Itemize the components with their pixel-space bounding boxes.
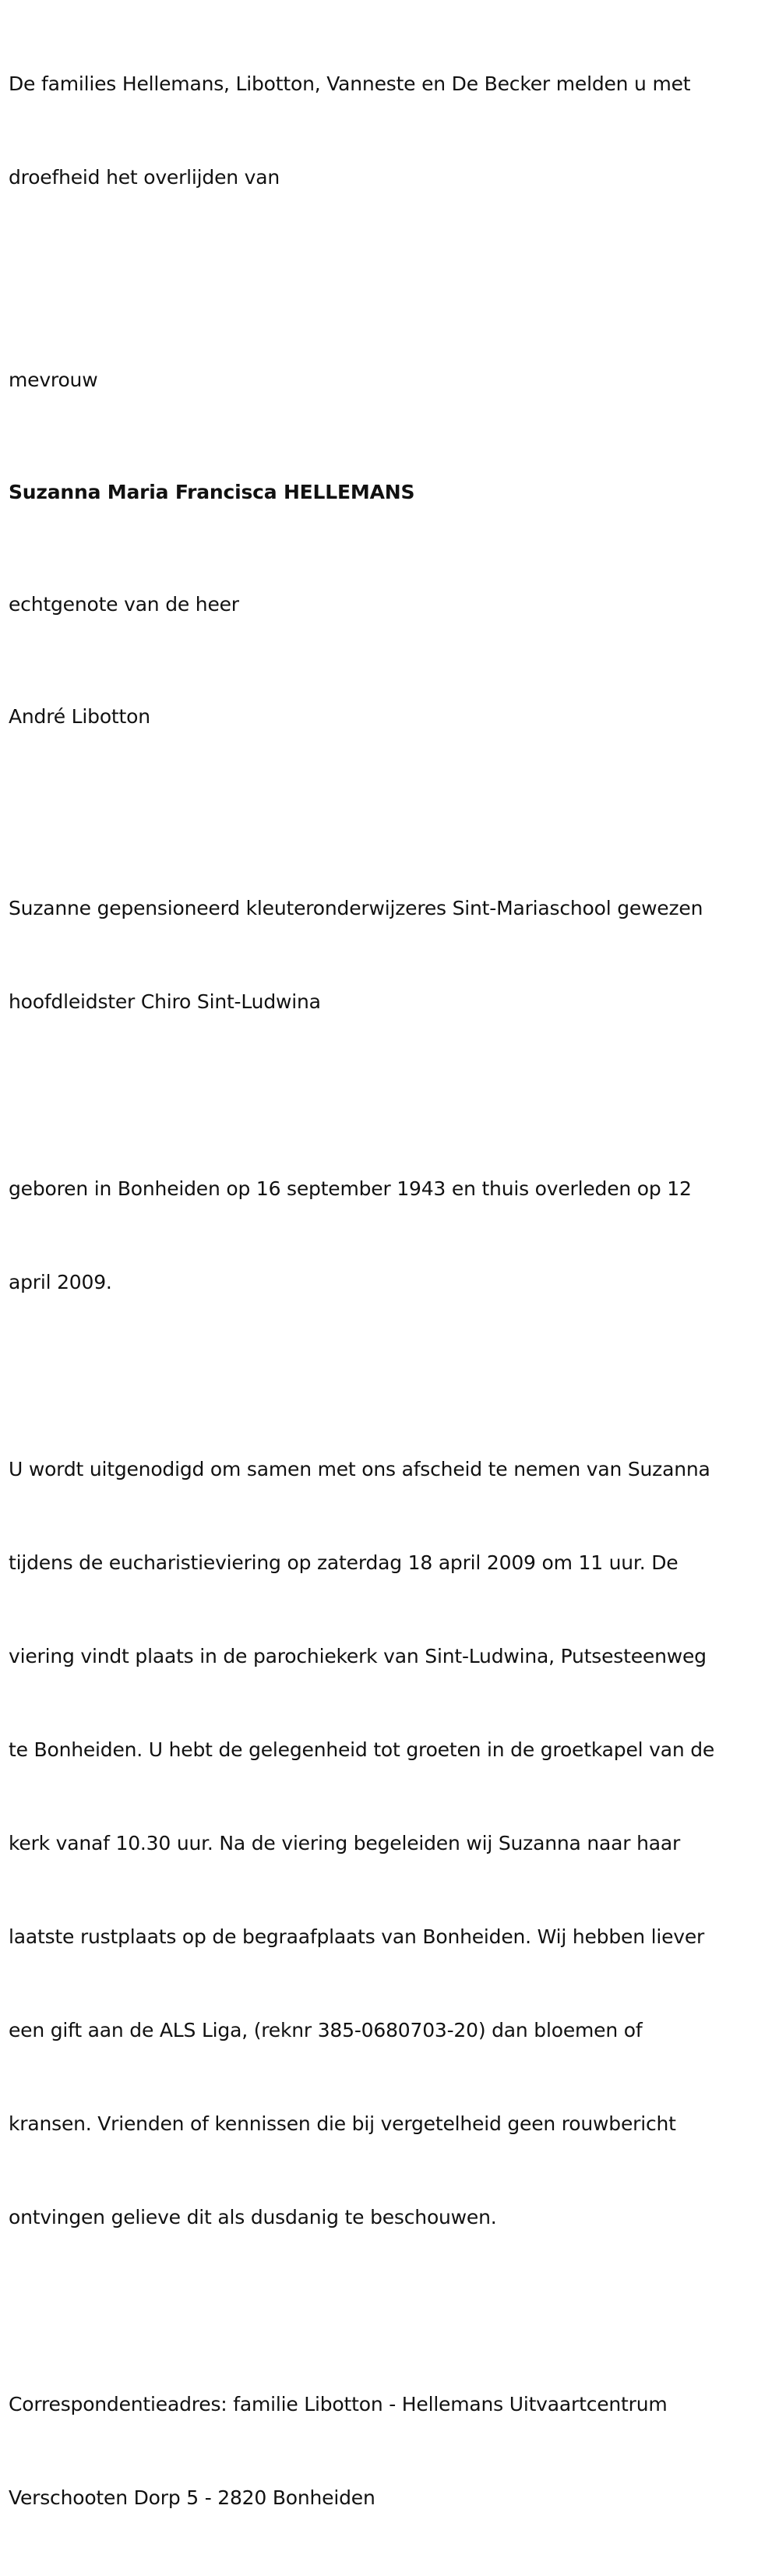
deceased-block <box>9 287 779 810</box>
dates-paragraph <box>9 1111 779 1360</box>
invitation-line: te Bonheiden. U hebt de gelegenheid tot groeten in de groetkapel van de <box>9 1738 715 1761</box>
invitation-line: U wordt uitgenodigd om samen met ons afscheid te nemen van Suzanna <box>9 1458 710 1480</box>
bio-line-2: hoofdleidster Chiro Sint-Ludwina <box>9 990 321 1013</box>
spouse-label: echtgenote van de heer <box>9 593 239 616</box>
intro-line-2: droefheid het overlijden van <box>9 166 280 189</box>
spacer <box>9 1360 779 1392</box>
address-line-2: Verschooten Dorp 5 - 2820 Bonheiden <box>9 2486 375 2509</box>
invitation-line: ontvingen gelieve dit als dusdanig te beschouwen. <box>9 2206 497 2228</box>
address-paragraph <box>9 2327 779 2576</box>
bio-paragraph <box>9 831 779 1080</box>
address-line-1: Correspondentieadres: familie Libotton - Hellemans Uitvaartcentrum <box>9 2393 668 2415</box>
invitation-line: een gift aan de ALS Liga, (reknr 385-0680703-20) dan bloemen of <box>9 2019 643 2041</box>
dates-line-2: april 2009. <box>9 1271 112 1293</box>
invitation-line: laatste rustplaats op de begraafplaats van Bonheiden. Wij hebben liever <box>9 1925 705 1948</box>
intro-paragraph <box>9 6 779 256</box>
intro-line-1: De families Hellemans, Libotton, Vanneste en De Becker melden u met <box>9 72 691 95</box>
invitation-line: tijdens de eucharistieviering op zaterdag 18 april 2009 om 11 uur. De <box>9 1551 679 1574</box>
spacer <box>9 1080 779 1111</box>
honorific: mevrouw <box>9 369 98 391</box>
invitation-line: kerk vanaf 10.30 uur. Na de viering begeleiden wij Suzanna naar haar <box>9 1832 681 1854</box>
spacer <box>9 256 779 287</box>
invitation-paragraph <box>9 1392 779 2295</box>
deceased-name: Suzanna Maria Francisca HELLEMANS <box>9 481 415 503</box>
spacer <box>9 2295 779 2327</box>
bio-line-1: Suzanne gepensioneerd kleuteronderwijzeres Sint-Mariaschool gewezen <box>9 897 703 919</box>
invitation-line: kransen. Vrienden of kennissen die bij vergetelheid geen rouwbericht <box>9 2112 676 2135</box>
spacer <box>9 810 779 831</box>
invitation-line: viering vindt plaats in de parochiekerk van Sint-Ludwina, Putsesteenweg <box>9 1645 707 1667</box>
spouse-name: André Libotton <box>9 705 150 728</box>
dates-line-1: geboren in Bonheiden op 16 september 1943 en thuis overleden op 12 <box>9 1177 692 1200</box>
